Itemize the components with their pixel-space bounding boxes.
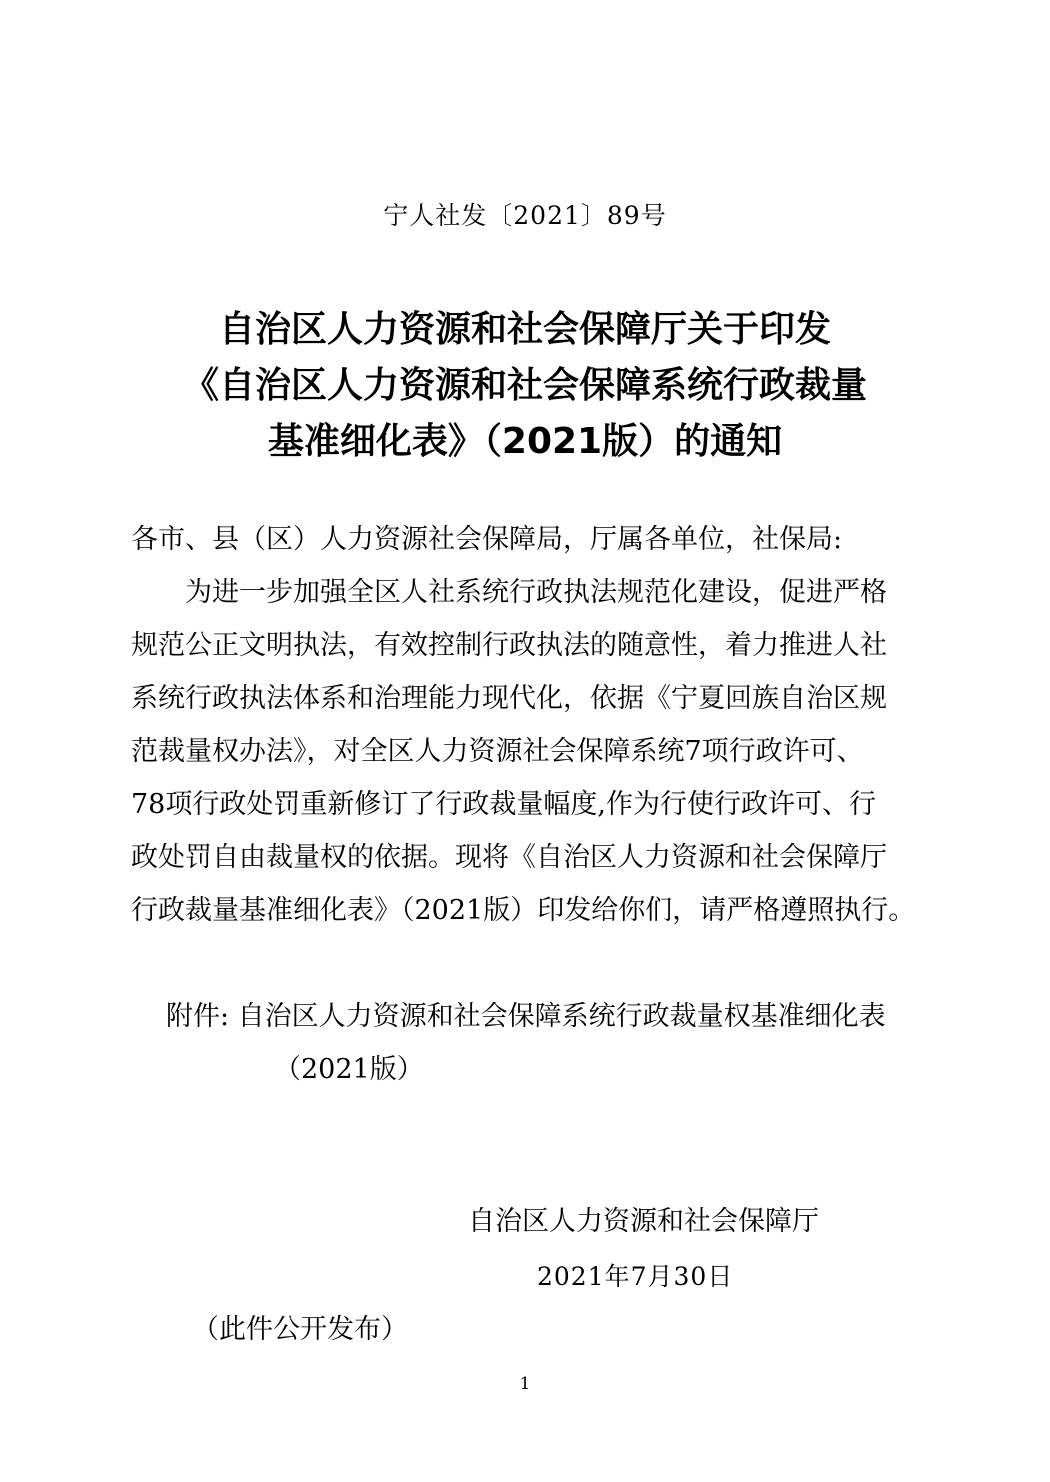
addressee: 各市、县（区）人力资源社会保障局，厅属各单位，社保局: <box>131 524 843 555</box>
document-title <box>0 302 1050 470</box>
attachment-line: （2021版） <box>274 1054 424 1085</box>
document-number: 宁人社发〔2021〕89号 <box>383 201 667 230</box>
body-line: 政处罚自由裁量权的依据。现将《自治区人力资源和社会保障厅 <box>131 842 887 873</box>
attachment-line: 附件: 自治区人力资源和社会保障系统行政裁量权基准细化表 <box>166 1001 886 1032</box>
disclosure-note: （此件公开发布） <box>192 1314 408 1345</box>
issue-date: 2021年7月30日 <box>537 1262 734 1291</box>
body-line: 行政裁量基准细化表》（2021版）印发给你们，请严格遵照执行。 <box>131 895 916 926</box>
page-number: 1 <box>519 1374 531 1394</box>
attachment-note <box>166 990 886 1096</box>
title-line: 自治区人力资源和社会保障厅关于印发 <box>218 309 831 350</box>
body-line: 系统行政执法体系和治理能力现代化，依据《宁夏回族自治区规 <box>131 683 887 714</box>
body-line: 范裁量权办法》，对全区人力资源社会保障系统7项行政许可、 <box>131 736 864 767</box>
body-paragraph <box>131 566 921 937</box>
issuing-authority: 自治区人力资源和社会保障厅 <box>468 1206 819 1237</box>
title-line: 《自治区人力资源和社会保障系统行政裁量 <box>182 365 867 406</box>
body-line: 规范公正文明执法，有效控制行政执法的随意性，着力推进人社 <box>131 630 887 661</box>
body-line: 78项行政处罚重新修订了行政裁量幅度,作为行使行政许可、行 <box>131 789 876 820</box>
body-line: 为进一步加强全区人社系统行政执法规范化建设，促进严格 <box>131 577 887 608</box>
title-line: 基准细化表》（2021版）的通知 <box>267 421 783 462</box>
